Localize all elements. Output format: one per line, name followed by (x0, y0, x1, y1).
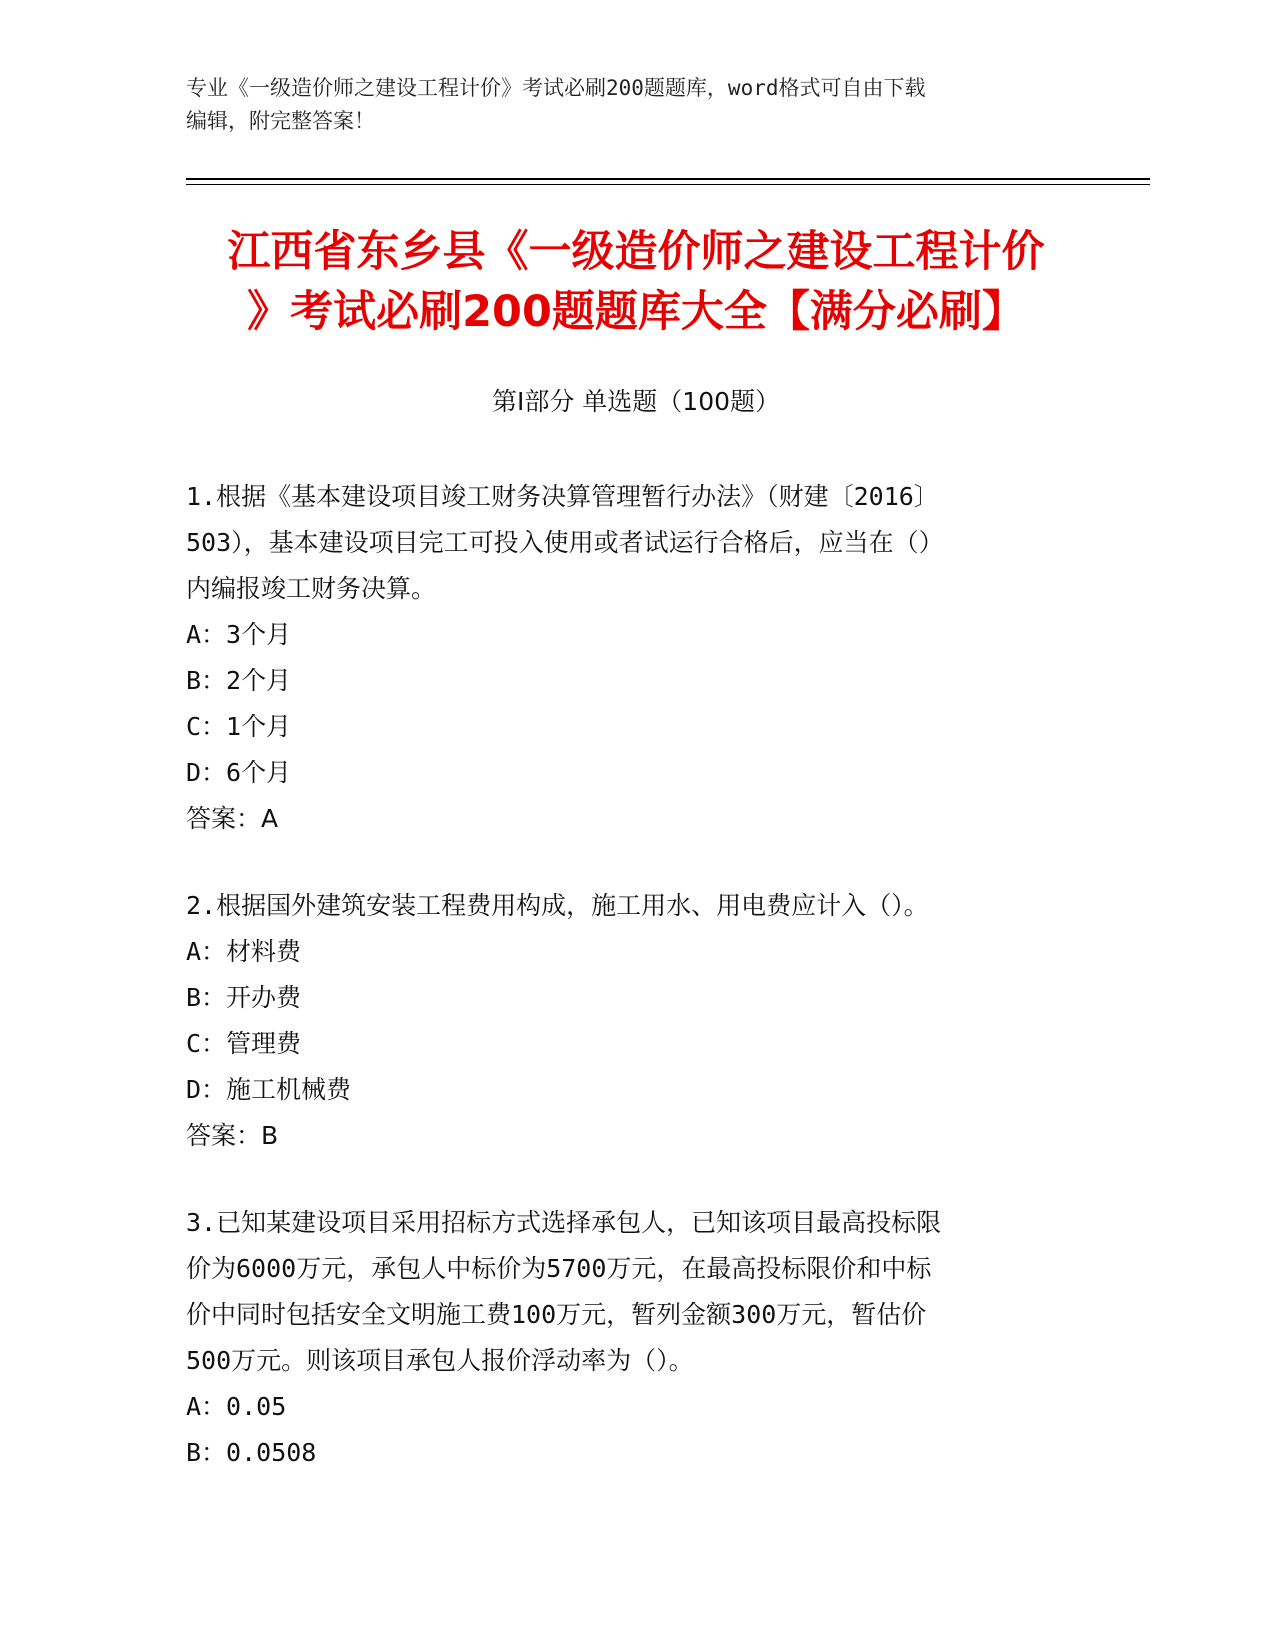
question-2-answer: 答案：B (186, 1121, 279, 1150)
question-1-option-c: C：1个月 (186, 712, 292, 741)
question-2-option-a: A：材料费 (186, 937, 302, 966)
question-3-line-4: 500万元。则该项目承包人报价浮动率为（）。 (186, 1346, 694, 1375)
question-1 (186, 474, 1066, 842)
header-note (186, 72, 1086, 138)
document-title-line-2: 》考试必刷200题题库大全【满分必刷】 (247, 287, 1025, 337)
question-1-line-3: 内编报竣工财务决算。 (186, 574, 437, 603)
question-2-line-1: 2.根据国外建筑安装工程费用构成，施工用水、用电费应计入（）。 (186, 891, 929, 920)
question-1-option-b: B：2个月 (186, 666, 292, 695)
question-1-answer: 答案：A (186, 804, 279, 833)
document-title (186, 222, 1086, 342)
question-2-option-d: D：施工机械费 (186, 1075, 352, 1104)
question-2 (186, 883, 1066, 1159)
question-3-line-3: 价中同时包括安全文明施工费100万元，暂列金额300万元，暂估价 (186, 1300, 927, 1329)
header-note-line-2: 编辑，附完整答案！ (186, 109, 375, 133)
section-heading: 第Ⅰ部分 单选题（100题） (491, 387, 781, 416)
question-2-option-b: B：开办费 (186, 983, 302, 1012)
question-1-line-2: 503），基本建设项目完工可投入使用或者试运行合格后，应当在（） (186, 528, 944, 557)
question-1-option-d: D：6个月 (186, 758, 292, 787)
question-2-option-c: C：管理费 (186, 1029, 302, 1058)
header-divider-thick (186, 178, 1150, 180)
header-note-line-1: 专业《一级造价师之建设工程计价》考试必刷200题题库，word格式可自由下载 (186, 76, 926, 100)
question-3-option-b: B：0.0508 (186, 1438, 317, 1467)
question-1-line-1: 1.根据《基本建设项目竣工财务决算管理暂行办法》（财建〔2016〕 (186, 482, 939, 511)
question-3-line-2: 价为6000万元，承包人中标价为5700万元，在最高投标限价和中标 (186, 1254, 932, 1283)
question-3-line-1: 3.已知某建设项目采用招标方式选择承包人，已知该项目最高投标限 (186, 1208, 942, 1237)
document-title-line-1: 江西省东乡县《一级造价师之建设工程计价 (227, 227, 1045, 277)
question-1-option-a: A：3个月 (186, 620, 292, 649)
header-divider-thin (186, 184, 1150, 185)
question-3-option-a: A：0.05 (186, 1392, 287, 1421)
question-3 (186, 1200, 1066, 1476)
question-list (186, 474, 1066, 1517)
